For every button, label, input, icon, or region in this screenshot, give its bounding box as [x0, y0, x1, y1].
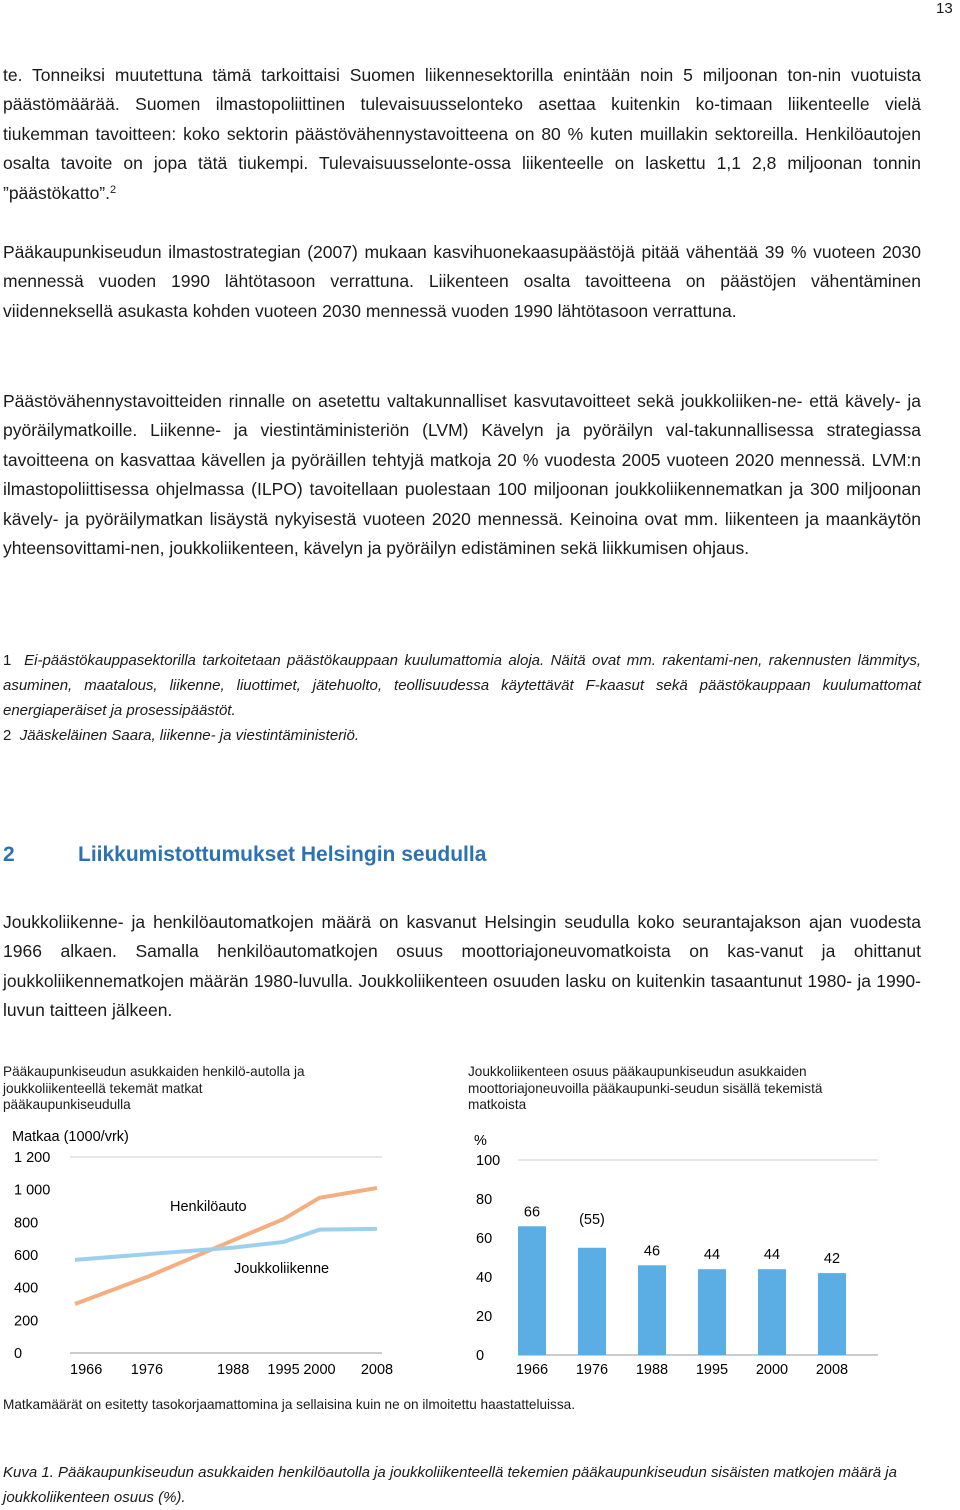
x-tick-label: 1966 — [515, 1362, 549, 1378]
y-tick-label: 100 — [476, 1153, 501, 1169]
y-tick-label: 80 — [476, 1192, 493, 1208]
chart-note: Matkamäärät on esitetty tasokorjaamattomina ja sellaisina kuin ne on ilmoitettu haastatteluissa. — [3, 1397, 575, 1412]
y-tick-label: 0 — [476, 1348, 485, 1364]
y-tick-label: 400 — [14, 1280, 39, 1297]
bar-1995 — [698, 1269, 726, 1355]
paragraph-travel-trends: Joukkoliikenne- ja henkilöautomatkojen määrä on kasvanut Helsingin seudulla koko seurantajakson ajan vuodesta 1966 alkaen. Samalla henkilöautomatkojen osuus moottoriajoneuvomatkoista on kas-vanut ja ohittanut joukkoliikennematkojen määrän 1980-luvulla. Joukkoliikenteen osuuden lasku on kuitenkin tasaantunut 1980- ja 1990-luvun taitteen jälkeen. — [3, 912, 921, 1021]
footnote-number: 1 — [3, 652, 12, 669]
y-axis-label: Matkaa (1000/vrk) — [12, 1129, 129, 1145]
series-label-joukkoliikenne: Joukkoliikenne — [234, 1261, 330, 1277]
bar-2008 — [818, 1273, 846, 1355]
footnote-2 — [3, 723, 921, 748]
x-tick-label: 1988 — [217, 1362, 250, 1378]
y-tick-label: 60 — [476, 1231, 493, 1247]
bar-value-label: 42 — [823, 1251, 841, 1268]
x-tick-label: 1995 — [695, 1362, 729, 1378]
bar-1976 — [578, 1248, 606, 1355]
y-tick-label: 20 — [476, 1309, 493, 1325]
paragraph-text: te. Tonneiksi muutettuna tämä tarkoittaisi Suomen liikennesektorilla enintään noin 5 miljoonan ton-nin vuotuista päästömäärää. Suomen ilmastopoliittinen tulevaisuusselonteko asettaa kuitenkin ko-timaan liikenteelle vielä tiukemman tavoitteen: koko sektorin päästövähennystavoitteena on 80 % kuten muillakin sektoreilla. Henkilöautojen osalta tavoite on jopa tätä tiukempi. Tulevaisuusselonte-ossa liikenteelle on laskettu 1,1 2,8 miljoonan tonnin ”päästökatto”. — [3, 65, 921, 203]
footnote-text: Jääskeläinen Saara, liikenne- ja viestintäministeriö. — [19, 727, 360, 744]
bar-1966 — [518, 1226, 546, 1355]
x-tick-label: 1976 — [130, 1362, 164, 1378]
paragraph-growth-targets: Päästövähennystavoitteiden rinnalle on asetettu valtakunnalliset kasvutavoitteet sekä joukkoliiken-ne- että kävely- ja pyöräilymatkoille. Liikenne- ja viestintäministeriön (LVM) Kävelyn ja pyöräilyn val-takunnallisessa strategiassa tavoitteena on kasvattaa kävellen ja pyöräillen tehtyjä matkoja 20 % vuodesta 2005 vuoteen 2020 mennessä. LVM:n ilmastopoliittisessa ohjelmassa (ILPO) tavoitellaan puolestaan 100 miljoonan joukkoliikennematkan ja 300 miljoonan kävely- ja pyöräilymatkan lisäystä nykyisestä vuoteen 2020 mennessä. Keinoina ovat mm. liikenteen ja maankäytön yhteensovittami-nen, joukkoliikenteen, kävelyn ja pyöräilyn edistäminen sekä liikkumisen ohjaus. — [3, 391, 921, 559]
bar-value-label: (55) — [579, 1211, 605, 1228]
y-axis-label: % — [474, 1133, 487, 1149]
y-tick-label: 40 — [476, 1270, 493, 1286]
paragraph-emission-targets — [3, 61, 921, 208]
y-tick-label: 0 — [14, 1346, 23, 1362]
bar-value-label: 46 — [643, 1243, 661, 1260]
x-tick-label: 2000 — [303, 1362, 336, 1378]
bar-2000 — [758, 1269, 786, 1355]
bar-value-label: 44 — [763, 1247, 781, 1264]
x-tick-label: 1966 — [70, 1362, 103, 1378]
section-heading — [3, 843, 486, 867]
line-chart — [0, 1125, 400, 1385]
footnote-1 — [3, 648, 921, 723]
page-number: 13 — [936, 0, 953, 17]
y-tick-label: 800 — [14, 1215, 39, 1232]
paragraph-climate-strategy: Pääkaupunkiseudun ilmastostrategian (2007) mukaan kasvihuonekaasupäästöjä pitää vähentää 39 % vuoteen 2030 mennessä vuoden 1990 lähtötasoon verrattuna. Liikenteen osalta tavoitteena on päästöjen vähentäminen viidenneksellä asukasta kohden vuoteen 2030 mennessä vuoden 1990 lähtötasoon verrattuna. — [3, 242, 921, 321]
section-title: Liikkumistottumukset Helsingin seudulla — [78, 843, 487, 866]
section-number: 2 — [3, 843, 15, 866]
x-tick-label: 2000 — [755, 1362, 789, 1378]
bar-chart — [460, 1125, 880, 1385]
x-tick-label: 2008 — [815, 1362, 849, 1378]
figure-caption: Kuva 1. Pääkaupunkiseudun asukkaiden henkilöautolla ja joukkoliikenteellä tekemien pääkaupunkiseudun sisäisten matkojen määrä ja joukkoliikenteen osuus (%). — [3, 1464, 897, 1506]
footnote-text: Ei-päästökauppasektorilla tarkoitetaan päästökauppaan kuulumattomia aloja. Näitä ovat mm. rakentami-nen, rakennusten lämmitys, asuminen, maatalous, liikenne, liuottimet, jätehuolto, teollisuudessa käytettävät F-kaasut sekä päästökauppaan kuulumattomat energiaperäiset ja prosessipäästöt. — [3, 652, 921, 719]
bar-chart-title: Joukkoliikenteen osuus pääkaupunkiseudun asukkaiden moottoriajoneuvoilla pääkaupunki-seudun sisällä tekemistä matkoista — [468, 1064, 823, 1112]
bar-value-label: 44 — [703, 1247, 721, 1264]
x-tick-label: 1976 — [575, 1362, 609, 1378]
x-tick-label: 1995 — [267, 1362, 300, 1378]
line-chart-title: Pääkaupunkiseudun asukkaiden henkilö-autolla ja joukkoliikenteellä tekemät matkat pääkaupunkiseudulla — [3, 1064, 305, 1112]
footnote-number: 2 — [3, 727, 12, 744]
x-tick-label: 2008 — [360, 1362, 394, 1378]
x-tick-label: 1988 — [635, 1362, 669, 1378]
bar-1988 — [638, 1265, 666, 1355]
series-label-henkiloauto: Henkilöauto — [170, 1199, 247, 1215]
y-tick-label: 1 000 — [14, 1182, 51, 1199]
y-tick-label: 200 — [14, 1313, 39, 1330]
y-tick-label: 1 200 — [14, 1150, 51, 1166]
y-tick-label: 600 — [14, 1248, 39, 1264]
footnote-ref-2: 2 — [110, 183, 117, 196]
bar-value-label: 66 — [523, 1204, 541, 1221]
